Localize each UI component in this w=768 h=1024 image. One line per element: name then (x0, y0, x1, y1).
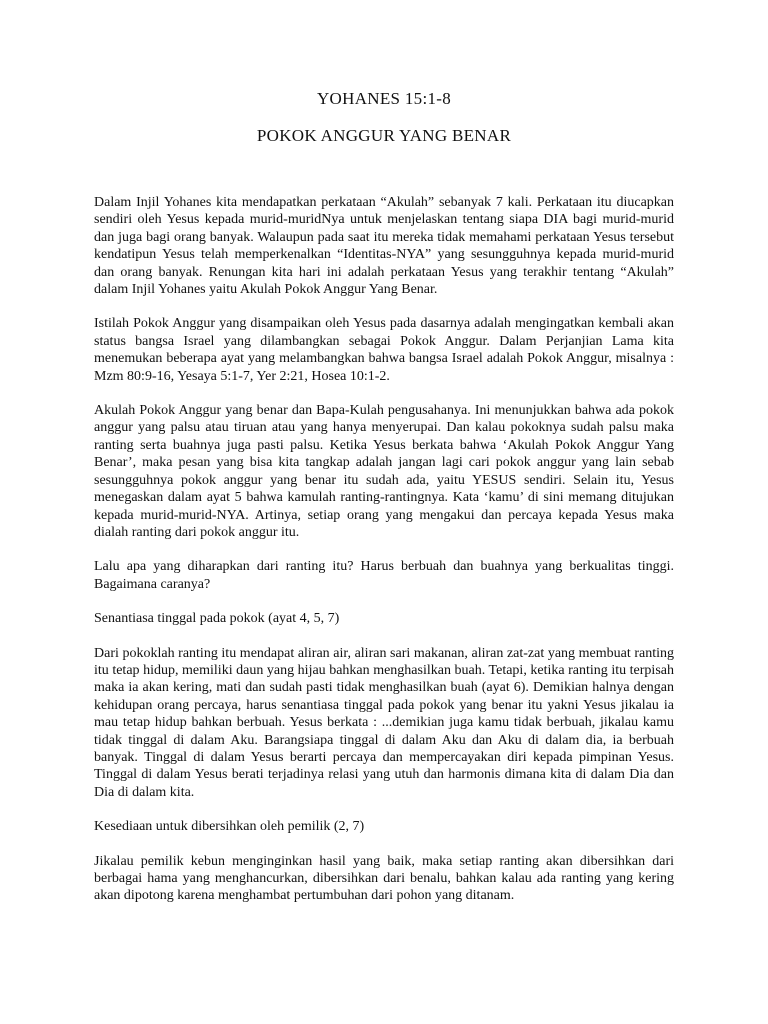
section-heading-dibersihkan: Kesediaan untuk dibersihkan oleh pemilik (2, 7) (94, 819, 365, 835)
paragraph-intro: Dalam Injil Yohanes kita mendapatkan perkataan “Akulah” sebanyak 7 kali. Perkataan itu diucapkan sendiri oleh Yesus kepada murid-muridNya untuk menjelaskan tentang siapa DIA bagi murid-murid dan juga bagi orang banyak. Walaupun pada saat itu mereka tidak memahami perkataan Yesus tersebut kendatipun Yesus telah memperkenalkan “Identitas-NYA” yang sesungguhnya kepada murid-murid dan orang banyak. Renungan kita hari ini adalah perkataan Yesus yang terakhir tentang “Akulah” dalam Injil Yohanes yaitu Akulah Pokok Anggur Yang Benar. (94, 195, 674, 298)
paragraph-tinggal: Dari pokoklah ranting itu mendapat aliran air, aliran sari makanan, aliran zat-zat yang membuat ranting itu tetap hidup, memiliki daun yang hijau bahkan menghasilkan buah. Tetapi, ketika ranting itu terpisah maka ia akan kering, mati dan sudah pasti tidak menghasilkan buah (ayat 6). Demikian halnya dengan kehidupan orang percaya, harus senantiasa tinggal pada pokok yang benar itu yakni Yesus jikalau ia mau tetap hidup bahkan berbuah. Yesus berkata : ...demikian juga kamu tidak berbuah, jikalau kamu tidak tinggal di dalam Aku. Barangsiapa tinggal di dalam Aku dan Aku di dalam dia, ia berbuah banyak. Tinggal di dalam Yesus berarti percaya dan mempercayakan diri kepada pimpinan Yesus. Tinggal di dalam Yesus berati terjadinya relasi yang utuh dan harmonis dimana kita di dalam Dia dan Dia di dalam kita. (94, 645, 674, 800)
paragraph-istilah: Istilah Pokok Anggur yang disampaikan oleh Yesus pada dasarnya adalah mengingatkan kembali akan status bangsa Israel yang dilambangkan sebagai Pokok Anggur. Dalam Perjanjian Lama kita menemukan beberapa ayat yang melambangkan bahwa bangsa Israel adalah Pokok Anggur, misalnya : Mzm 80:9-16, Yesaya 5:1-7, Yer 2:21, Hosea 10:1-2. (94, 316, 674, 384)
paragraph-question: Lalu apa yang diharapkan dari ranting itu? Harus berbuah dan buahnya yang berkualitas tinggi. Bagaimana caranya? (94, 559, 674, 592)
document-title: YOHANES 15:1-8 (316, 89, 452, 108)
paragraph-dibersihkan: Jikalau pemilik kebun menginginkan hasil yang baik, maka setiap ranting akan dibersihkan dari berbagai hama yang menghancurkan, dibersihkan dari benalu, bahkan kalau ada ranting yang kering akan dipotong karena menghambat pertumbuhan dari pohon yang ditanam. (94, 853, 674, 904)
paragraph-akulah: Akulah Pokok Anggur yang benar dan Bapa-Kulah pengusahanya. Ini menunjukkan bahwa ada pokok anggur yang palsu atau tiruan atau yang hanya menyerupai. Dan kalau pokoknya sudah palsu maka ranting serta buahnya juga pasti palsu. Ketika Yesus berkata bahwa ‘Akulah Pokok Anggur Yang Benar’, maka pesan yang bisa kita tangkap adalah jangan lagi cari pokok anggur yang lain sebab sesungguhnya pokok anggur yang benar itu sudah ada, yaitu YESUS sendiri. Selain itu, Yesus menegaskan dalam ayat 5 bahwa kamulah ranting-rantingnya. Kata ‘kamu’ di sini memang ditujukan kepada murid-murid-NYA. Artinya, setiap orang yang mengakui dan percaya kepada Yesus maka dialah ranting dari pokok anggur itu. (94, 403, 674, 540)
section-heading-tinggal: Senantiasa tinggal pada pokok (ayat 4, 5, 7) (94, 611, 340, 627)
document-subtitle: POKOK ANGGUR YANG BENAR (256, 126, 512, 145)
